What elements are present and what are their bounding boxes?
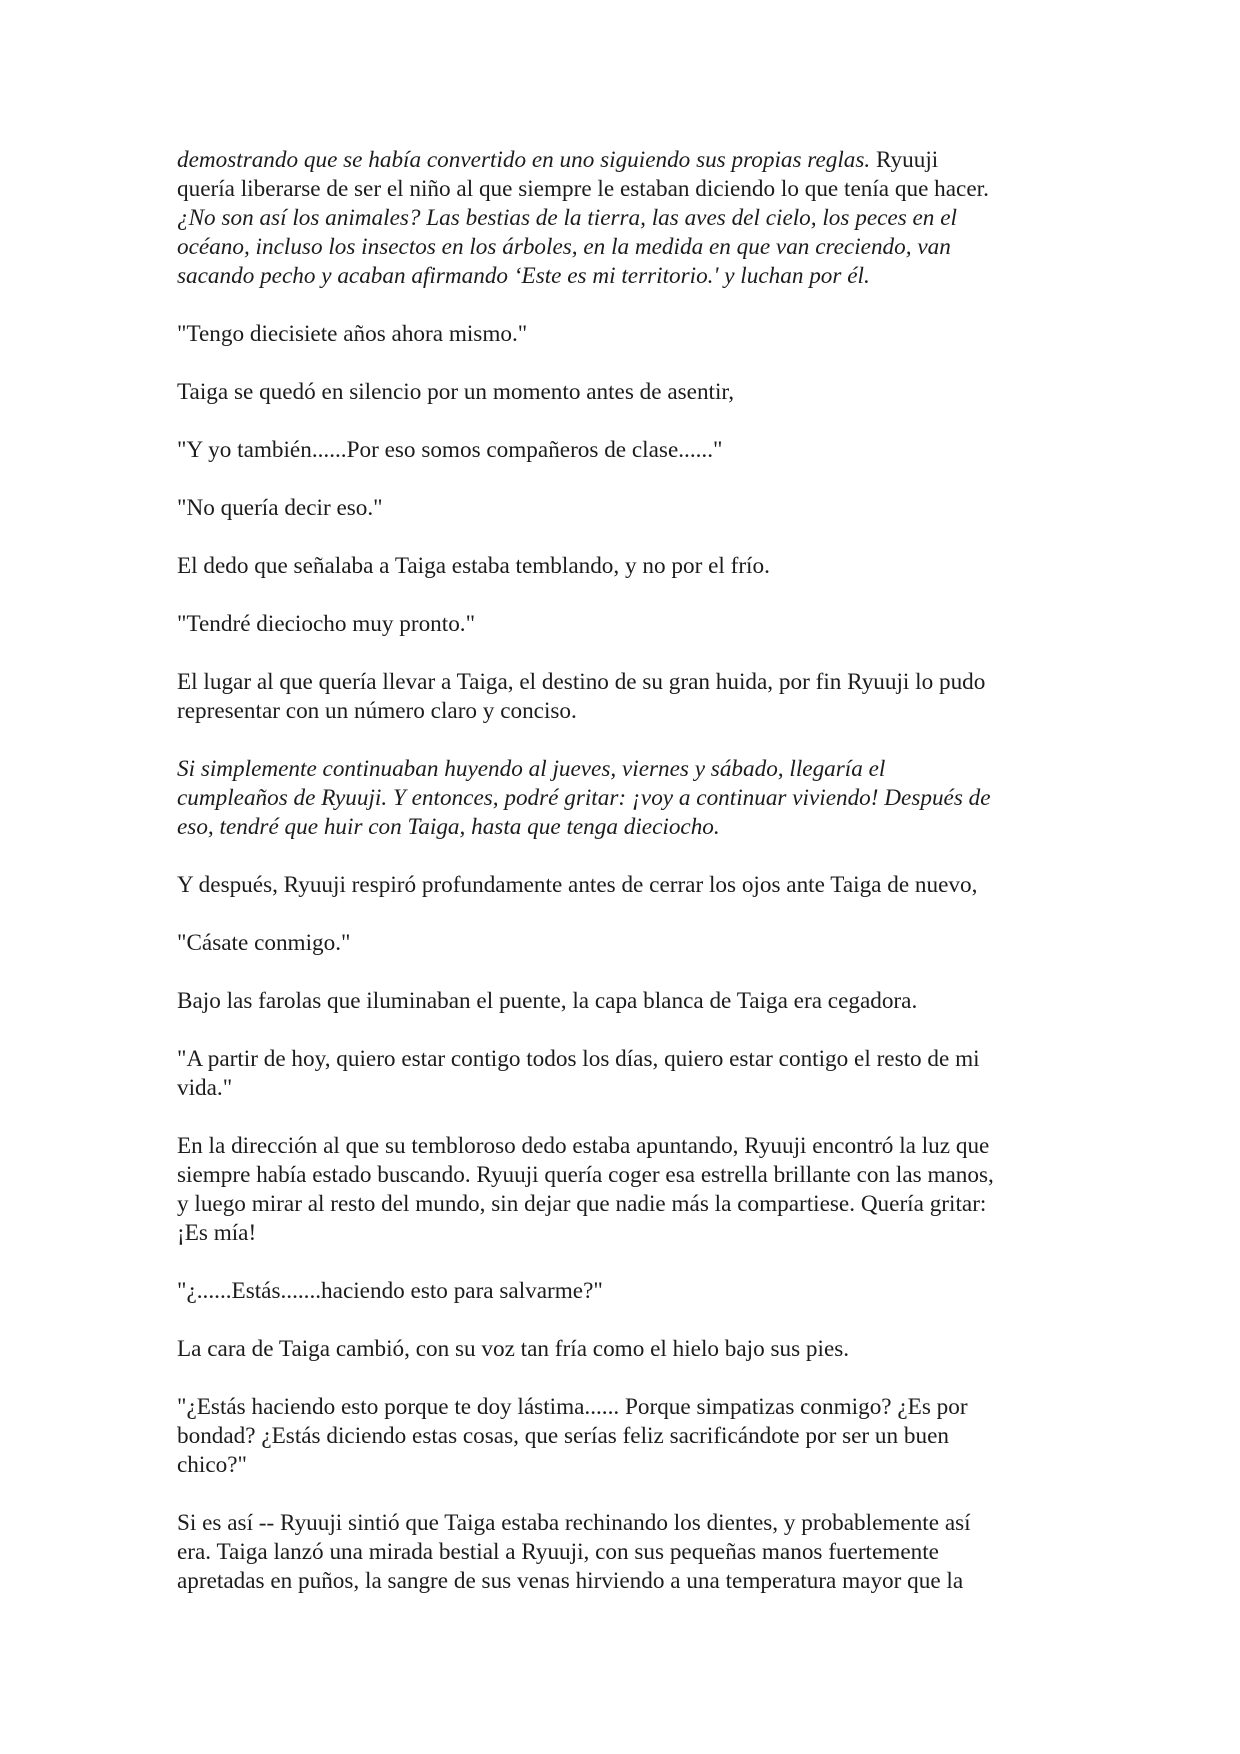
dialogue-text: "Tendré dieciocho muy pronto." bbox=[177, 611, 476, 637]
italic-text: eso, tendré que huir con Taiga, hasta que tenga dieciocho. bbox=[177, 814, 720, 840]
paragraph bbox=[177, 1335, 1067, 1364]
text: apretadas en puños, la sangre de sus venas hirviendo a una temperatura mayor que la bbox=[177, 1568, 964, 1594]
dialogue-text: "¿......Estás.......haciendo esto para salvarme?" bbox=[177, 1278, 603, 1304]
paragraph bbox=[177, 378, 1067, 407]
italic-text: sacando pecho y acaban afirmando ‘Este es mi territorio.' y luchan por él. bbox=[177, 263, 870, 289]
italic-text: ¿No son así los animales? Las bestias de la tierra, las aves del cielo, los peces en el bbox=[177, 205, 957, 231]
text: era. Taiga lanzó una mirada bestial a Ryuuji, con sus pequeñas manos fuertemente bbox=[177, 1539, 939, 1565]
text: ¡Es mía! bbox=[177, 1220, 257, 1246]
paragraph bbox=[177, 871, 1067, 900]
dialogue-text: "No quería decir eso." bbox=[177, 495, 383, 521]
text: siempre había estado buscando. Ryuuji quería coger esa estrella brillante con las manos, bbox=[177, 1162, 994, 1188]
dialogue-text: chico?" bbox=[177, 1452, 247, 1478]
paragraph bbox=[177, 552, 1067, 581]
dialogue-text: vida." bbox=[177, 1075, 233, 1101]
text: Bajo las farolas que iluminaban el puente, la capa blanca de Taiga era cegadora. bbox=[177, 988, 918, 1014]
text: Si es así -- Ryuuji sintió que Taiga estaba rechinando los dientes, y probablemente así bbox=[177, 1510, 971, 1536]
italic-text: Si simplemente continuaban huyendo al jueves, viernes y sábado, llegaría el bbox=[177, 756, 886, 782]
dialogue-text: "A partir de hoy, quiero estar contigo todos los días, quiero estar contigo el resto de mi bbox=[177, 1046, 980, 1072]
document-page bbox=[177, 146, 1067, 1596]
paragraph bbox=[177, 320, 1067, 349]
text: Taiga se quedó en silencio por un momento antes de asentir, bbox=[177, 379, 735, 405]
italic-text: cumpleaños de Ryuuji. Y entonces, podré gritar: ¡voy a continuar viviendo! Después de bbox=[177, 785, 991, 811]
paragraph bbox=[177, 987, 1067, 1016]
text: representar con un número claro y conciso. bbox=[177, 698, 577, 724]
paragraph bbox=[177, 755, 1067, 842]
paragraph bbox=[177, 1132, 1067, 1248]
paragraph bbox=[177, 146, 1067, 291]
paragraph bbox=[177, 929, 1067, 958]
paragraph bbox=[177, 1509, 1067, 1596]
paragraph bbox=[177, 1277, 1067, 1306]
dialogue-text: bondad? ¿Estás diciendo estas cosas, que serías feliz sacrificándote por ser un buen bbox=[177, 1423, 949, 1449]
paragraph bbox=[177, 1045, 1067, 1103]
paragraph bbox=[177, 668, 1067, 726]
text: y luego mirar al resto del mundo, sin dejar que nadie más la compartiese. Quería gritar: bbox=[177, 1191, 987, 1217]
dialogue-text: "Y yo también......Por eso somos compañeros de clase......" bbox=[177, 437, 723, 463]
text: quería liberarse de ser el niño al que siempre le estaban diciendo lo que tenía que hacer. bbox=[177, 176, 989, 202]
text: La cara de Taiga cambió, con su voz tan fría como el hielo bajo sus pies. bbox=[177, 1336, 850, 1362]
italic-text: océano, incluso los insectos en los árboles, en la medida en que van creciendo, van bbox=[177, 234, 951, 260]
text: Ryuuji bbox=[870, 147, 939, 173]
dialogue-text: "Cásate conmigo." bbox=[177, 930, 351, 956]
text: En la dirección al que su tembloroso dedo estaba apuntando, Ryuuji encontró la luz que bbox=[177, 1133, 990, 1159]
text: El lugar al que quería llevar a Taiga, el destino de su gran huida, por fin Ryuuji lo pudo bbox=[177, 669, 986, 695]
text: El dedo que señalaba a Taiga estaba temblando, y no por el frío. bbox=[177, 553, 770, 579]
dialogue-text: "Tengo diecisiete años ahora mismo." bbox=[177, 321, 528, 347]
dialogue-text: "¿Estás haciendo esto porque te doy lástima...... Porque simpatizas conmigo? ¿Es por bbox=[177, 1394, 968, 1420]
text: Y después, Ryuuji respiró profundamente antes de cerrar los ojos ante Taiga de nuevo, bbox=[177, 872, 978, 898]
paragraph bbox=[177, 1393, 1067, 1480]
italic-text: demostrando que se había convertido en uno siguiendo sus propias reglas. bbox=[177, 147, 871, 173]
paragraph bbox=[177, 610, 1067, 639]
paragraph bbox=[177, 494, 1067, 523]
paragraph bbox=[177, 436, 1067, 465]
